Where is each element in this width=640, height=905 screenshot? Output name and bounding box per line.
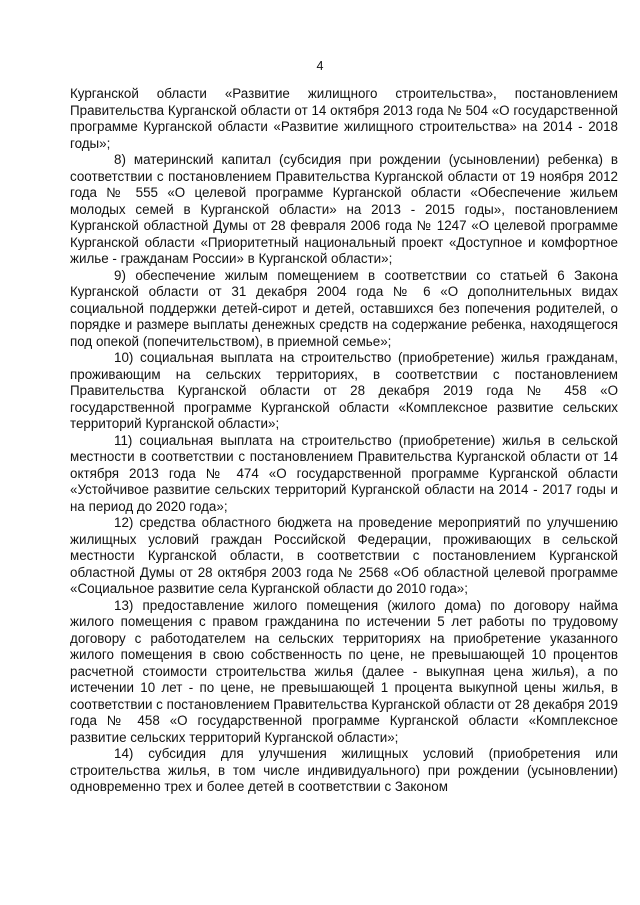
document-body [70,86,618,796]
paragraph-continuation: Курганской области «Развитие жилищного строительства», постановлением Правительства Курганской области от 14 октября 2013 года № 504 «О государственной программе Курганской области «Развитие жилищного строительства» на 2014 - 2018 годы»; [70,86,618,151]
paragraph-item-12: 12) средства областного бюджета на проведение мероприятий по улучшению жилищных условий граждан Российской Федерации, проживающих в сельской местности Курганской области, в соответствии с постановлением Курганской областной Думы от 28 октября 2003 года № 2568 «Об областной целевой программе «Социальное развитие села Курганской области до 2010 года»; [70,515,618,596]
paragraph-item-8: 8) материнский капитал (субсидия при рождении (усыновлении) ребенка) в соответствии с постановлением Правительства Курганской области от 19 ноября 2012 года № 555 «О целевой программе Курганской области «Обеспечение жильем молодых семей в Курганской области» на 2013 - 2015 годы», постановлением Курганской областной Думы от 28 февраля 2006 года № 1247 «О целевой программе Курганской области «Приоритетный национальный проект «Доступное и комфортное жилье - гражданам России» в Курганской области»; [70,152,618,266]
paragraph-item-9: 9) обеспечение жилым помещением в соответствии со статьей 6 Закона Курганской области от 31 декабря 2004 года № 6 «О дополнительных видах социальной поддержки детей-сирот и детей, оставшихся без попечения родителей, о порядке и размере выплаты денежных средств на содержание ребенка, находящегося под опекой (попечительством), в приемной семье»; [70,267,618,349]
page-number: 4 [316,59,324,73]
paragraph-item-13: 13) предоставление жилого помещения (жилого дома) по договору найма жилого помещения с правом гражданина по истечении 5 лет работы по трудовому договору с работодателем на сельских территориях на приобретение указанного жилого помещения в свою собственность по цене, не превышающей 10 процентов расчетной стоимости строительства жилья (далее - выкупная цена жилья), а по истечении 10 лет - по цене, не превышающей 1 процента выкупной цены жилья, в соответствии с постановлением Правительства Курганской области от 28 декабря 2019 года № 458 «О государственной программе Курганской области «Комплексное развитие сельских территорий Курганской области»; [70,597,618,745]
paragraph-item-14: 14) субсидия для улучшения жилищных условий (приобретения или строительства жилья, в том числе индивидуального) при рождении (усыновлении) одновременно трех и более детей в соответствии с Законом [70,746,618,794]
paragraph-item-11: 11) социальная выплата на строительство (приобретение) жилья в сельской местности в соответствии с постановлением Правительства Курганской области от 14 октября 2013 года № 474 «О государственной программе Курганской области «Устойчивое развитие сельских территорий Курганской области на 2014 - 2017 годы и на период до 2020 года»; [70,432,618,514]
paragraph-item-10: 10) социальная выплата на строительство (приобретение) жилья гражданам, проживающим на сельских территориях, в соответствии с постановлением Правительства Курганской области от 28 декабря 2019 года № 458 «О государственной программе Курганской области «Комплексное развитие сельских территорий Курганской области»; [70,350,618,431]
